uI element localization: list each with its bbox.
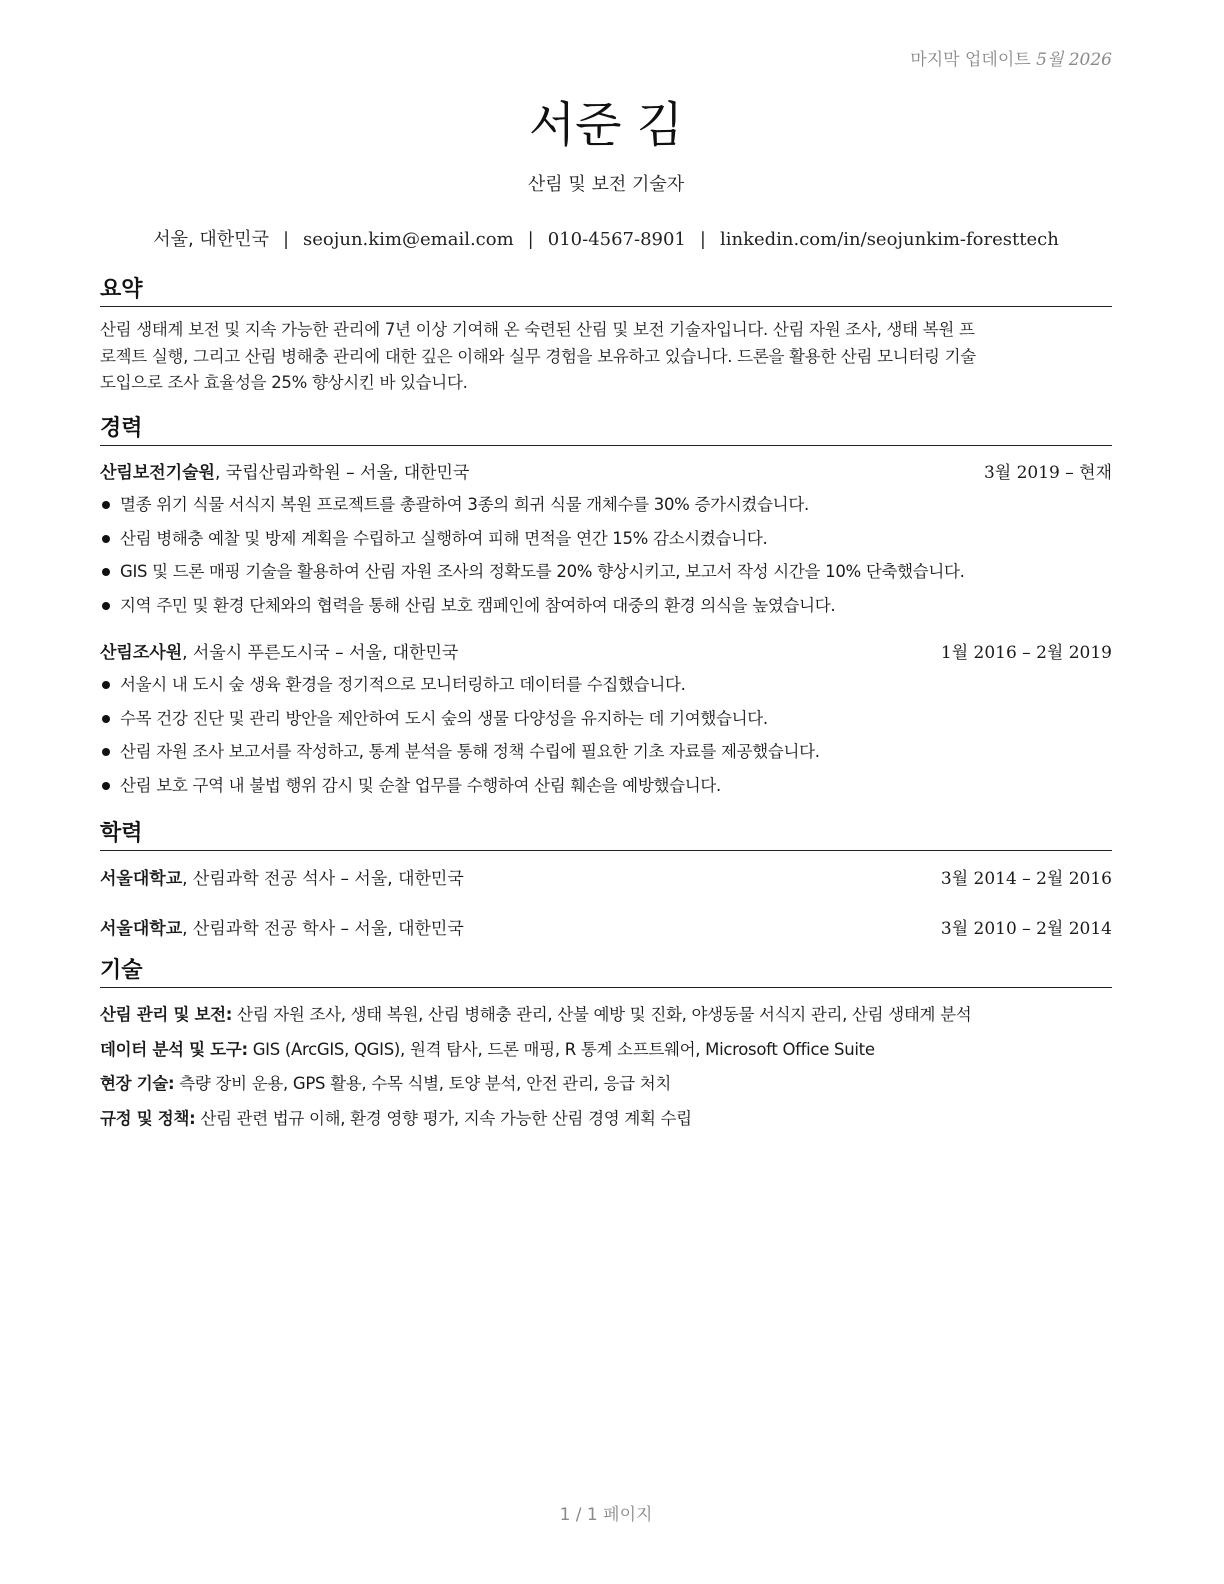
summary-text [100, 317, 1112, 397]
bullet-text: 지역 주민 및 환경 단체와의 협력을 통해 산림 보호 캠페인에 참여하여 대중의 환경 의식을 높였습니다. [120, 595, 836, 615]
skill-value: GIS (ArcGIS, QGIS), 원격 탐사, 드론 매핑, R 통계 소프트웨어, Microsoft Office Suite [247, 1039, 875, 1059]
education-detail: , 산림과학 전공 석사 – 서울, 대한민국 [182, 869, 464, 889]
education-section [100, 820, 1112, 944]
list-item [100, 522, 1112, 556]
job-bullets [100, 488, 1112, 622]
bullet-icon [102, 681, 110, 689]
summary-line: 로젝트 실행, 그리고 산림 병해충 관리에 대한 깊은 이해와 실무 경험을 보유하고 있습니다. 드론을 활용한 산림 모니터링 기술 [100, 346, 976, 366]
job-role: 산림보전기술원 [100, 463, 215, 483]
job-org: , 서울시 푸른도시국 – 서울, 대한민국 [182, 643, 459, 663]
skill-value: 산림 자원 조사, 생태 복원, 산림 병해충 관리, 산불 예방 및 진화, 야생동물 서식지 관리, 산림 생태계 분석 [232, 1005, 972, 1024]
summary-line: 도입으로 조사 효율성을 25% 향상시킨 바 있습니다. [100, 373, 468, 392]
bullet-text: 산림 자원 조사 보고서를 작성하고, 통계 분석을 통해 정책 수립에 필요한 기초 자료를 제공했습니다. [120, 742, 820, 761]
skill-label: 산림 관리 및 보전: [100, 1005, 233, 1024]
bullet-text: 수목 건강 진단 및 관리 방안을 제안하여 도시 숲의 생물 다양성을 유지하는 데 기여했습니다. [120, 708, 768, 728]
candidate-title: 산림 및 보전 기술자 [527, 174, 685, 195]
section-heading-education: 학력 [100, 820, 1112, 851]
education-entry [100, 914, 1112, 944]
skill-value: 산림 관련 법규 이해, 환경 영향 평가, 지속 가능한 산림 경영 계획 수립 [195, 1108, 692, 1128]
job-header [100, 638, 1112, 668]
bullet-text: 서울시 내 도시 숲 생육 환경을 정기적으로 모니터링하고 데이터를 수집했습니다. [120, 675, 686, 694]
job-role: 산림조사원 [100, 643, 183, 663]
list-item [100, 702, 1112, 736]
skill-row [100, 1033, 1112, 1068]
section-heading-summary: 요약 [100, 276, 1112, 307]
job-dates: 3월 2019 – 현재 [983, 463, 1112, 483]
experience-section [100, 415, 1112, 802]
bullet-text: GIS 및 드론 매핑 기술을 활용하여 산림 자원 조사의 정확도를 20% 향상시키고, 보고서 작성 시간을 10% 단축했습니다. [120, 562, 965, 581]
bullet-icon [102, 782, 110, 790]
contact-linkedin[interactable]: linkedin.com/in/seojunkim-foresttech [719, 229, 1059, 250]
contact-separator: | [699, 229, 706, 250]
education-dates: 3월 2014 – 2월 2016 [940, 869, 1112, 889]
summary-section [100, 276, 1112, 397]
contact-email[interactable]: seojun.kim@email.com [303, 229, 514, 250]
job-entry [100, 638, 1112, 802]
list-item [100, 769, 1112, 803]
last-updated [910, 45, 1112, 70]
contact-separator: | [282, 229, 290, 250]
section-heading-skills: 기술 [100, 957, 1112, 988]
list-item [100, 735, 1112, 769]
list-item [100, 555, 1112, 589]
skill-row [100, 1067, 1112, 1102]
candidate-name: 서준 김 [528, 97, 684, 153]
skill-label: 규정 및 정책: [100, 1108, 196, 1128]
contact-phone: 010-4567-8901 [547, 229, 686, 250]
bullet-icon [102, 748, 110, 756]
page-indicator: 1 / 1 페이지 [559, 1505, 653, 1525]
bullet-text: 멸종 위기 식물 서식지 복원 프로젝트를 총괄하여 3종의 희귀 식물 개체수를 30% 증가시켰습니다. [120, 495, 809, 514]
job-org: , 국립산림과학원 – 서울, 대한민국 [214, 463, 470, 483]
resume-page [100, 0, 1112, 1584]
education-detail: , 산림과학 전공 학사 – 서울, 대한민국 [182, 919, 464, 939]
bullet-icon [102, 535, 110, 543]
skills-list [100, 998, 1112, 1136]
skill-label: 현장 기술: [100, 1074, 175, 1093]
skill-label: 데이터 분석 및 도구: [100, 1039, 248, 1059]
contact-location: 서울, 대한민국 [153, 229, 269, 250]
education-dates: 3월 2010 – 2월 2014 [940, 919, 1112, 939]
bullet-text: 산림 병해충 예찰 및 방제 계획을 수립하고 실행하여 피해 면적을 연간 15% 감소시켰습니다. [120, 528, 768, 548]
bullet-icon [102, 602, 110, 610]
summary-line: 산림 생태계 보전 및 지속 가능한 관리에 7년 이상 기여해 온 숙련된 산림 및 보전 기술자입니다. 산림 자원 조사, 생태 복원 프 [100, 320, 975, 339]
job-bullets [100, 668, 1112, 802]
skills-section [100, 957, 1112, 1136]
last-updated-date: 5월 2026 [1036, 50, 1112, 70]
contact-line [100, 225, 1112, 251]
education-school: 서울대학교 [100, 919, 183, 939]
education-entry [100, 864, 1112, 894]
job-entry [100, 458, 1112, 622]
bullet-icon [102, 501, 110, 509]
bullet-icon [102, 715, 110, 723]
bullet-icon [102, 568, 110, 576]
skill-row [100, 998, 1112, 1033]
job-header [100, 458, 1112, 488]
contact-separator: | [527, 229, 534, 250]
job-dates: 1월 2016 – 2월 2019 [940, 643, 1112, 663]
list-item [100, 589, 1112, 623]
list-item [100, 668, 1112, 702]
last-updated-prefix: 마지막 업데이트 [910, 50, 1031, 70]
bullet-text: 산림 보호 구역 내 불법 행위 감시 및 순찰 업무를 수행하여 산림 훼손을 예방했습니다. [120, 775, 721, 795]
education-school: 서울대학교 [100, 869, 183, 889]
skill-value: 측량 장비 운용, GPS 활용, 수목 식별, 토양 분석, 안전 관리, 응급 처치 [174, 1074, 671, 1093]
section-heading-experience: 경력 [100, 415, 1112, 446]
skill-row [100, 1102, 1112, 1137]
list-item [100, 488, 1112, 522]
